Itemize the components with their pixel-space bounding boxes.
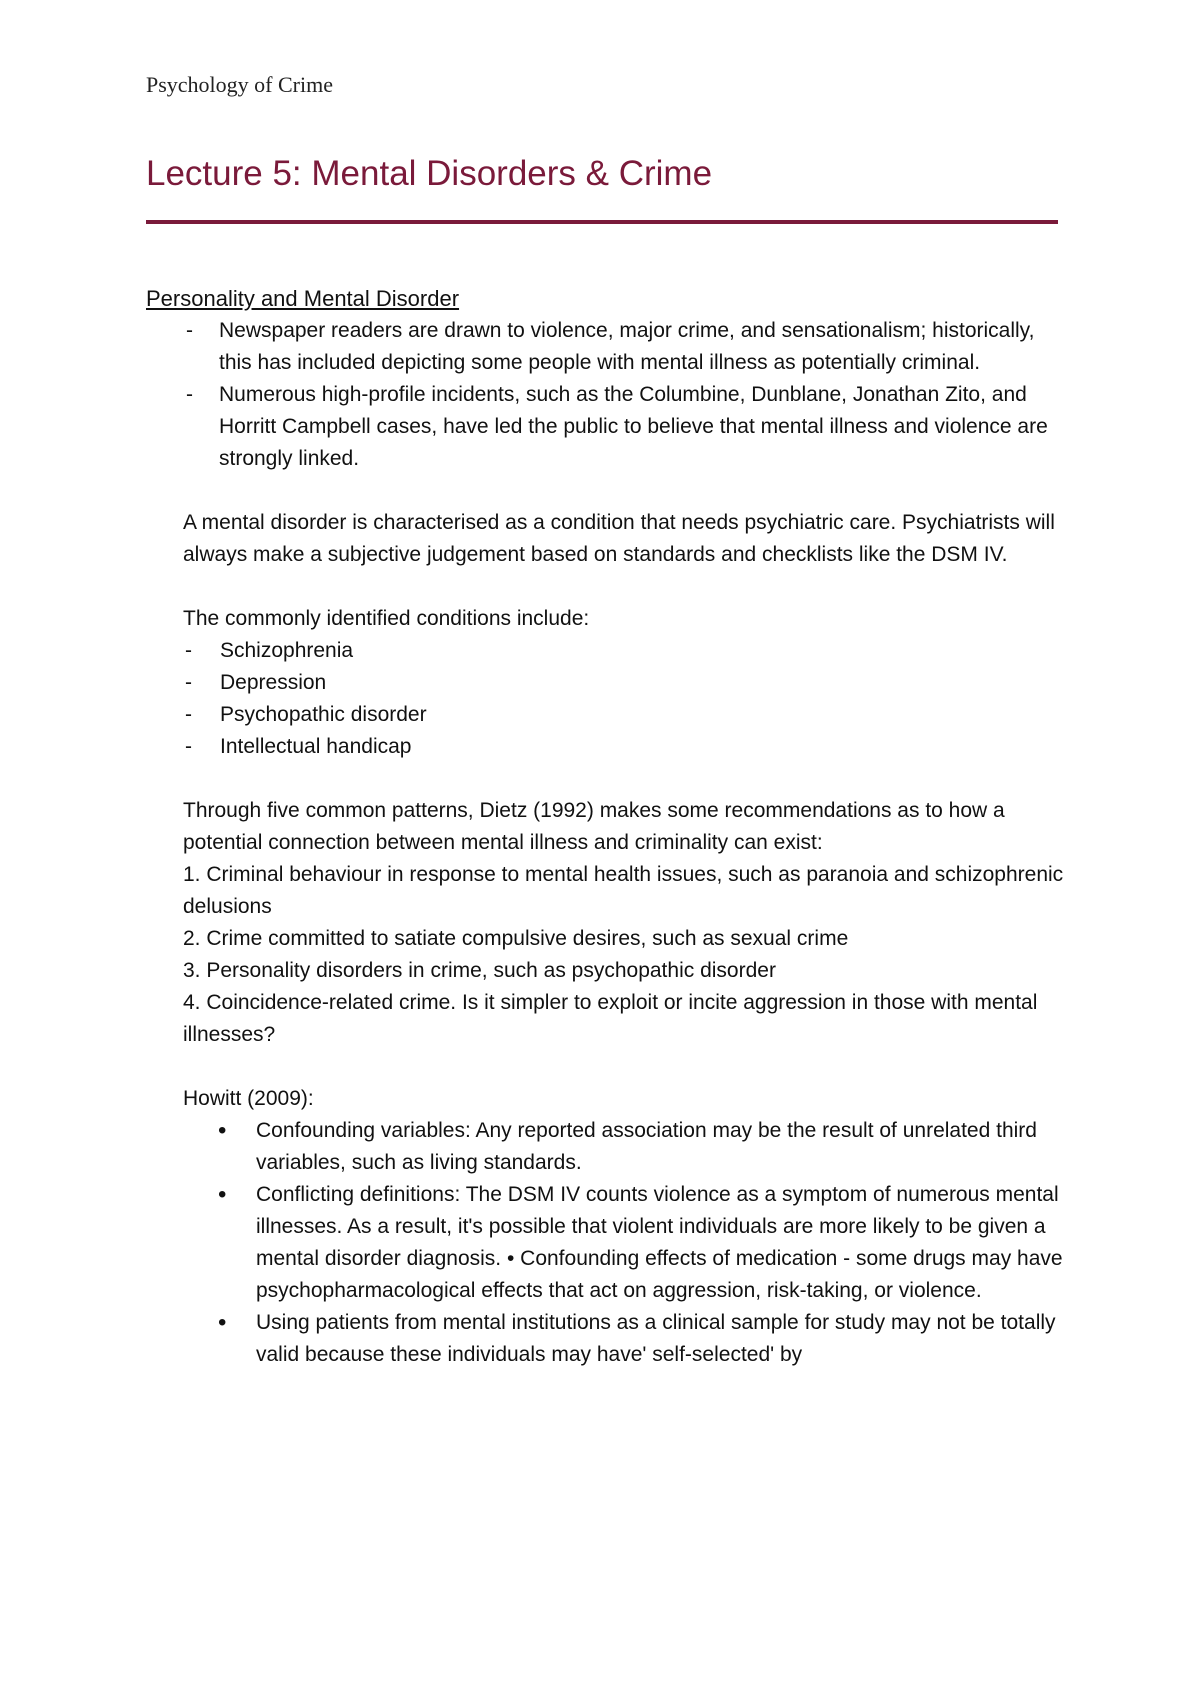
dietz-item: 4. Coincidence-related crime. Is it simpler to exploit or incite aggression in those with mental illnesses? <box>183 991 1038 1046</box>
conditions-block <box>146 603 1066 763</box>
conditions-list <box>183 635 1066 763</box>
howitt-heading: Howitt (2009): <box>183 1087 314 1110</box>
section-heading: Personality and Mental Disorder <box>146 286 460 311</box>
bullet-item: • Confounding variables: Any reported association may be the result of unrelated third variables, such as living standards. <box>146 1115 1066 1179</box>
page-title: Lecture 5: Mental Disorders & Crime <box>146 154 713 193</box>
dietz-intro: Through five common patterns, Dietz (1992) makes some recommendations as to how a potential connection between mental illness and criminality can exist: <box>183 799 1005 854</box>
definition-paragraph: A mental disorder is characterised as a condition that needs psychiatric care. Psychiatrists will always make a subjective judgement based on standards and checklists like the DSM IV. <box>183 511 1055 566</box>
running-header: Psychology of Crime <box>146 72 333 97</box>
title-divider <box>146 220 1058 224</box>
bullet-item: • Conflicting definitions: The DSM IV counts violence as a symptom of numerous mental illnesses. As a result, it's possible that violent individuals are more likely to be given a mental disorder diagnosis. • Confounding effects of medication - some drugs may have psychopharmacological effects that act on aggression, risk-taking, or violence. <box>146 1179 1066 1307</box>
dietz-item: 3. Personality disorders in crime, such as psychopathic disorder <box>183 959 776 982</box>
list-item: - Intellectual handicap <box>183 731 1066 763</box>
spacer <box>146 475 1066 507</box>
list-item: - Psychopathic disorder <box>183 699 1066 731</box>
document-body <box>146 283 1066 1371</box>
section-dash-list <box>146 315 1066 475</box>
list-item: - Depression <box>183 667 1066 699</box>
spacer <box>146 763 1066 795</box>
list-item: - Newspaper readers are drawn to violence, major crime, and sensationalism; historically, this has included depicting some people with mental illness as potentially criminal. <box>146 315 1066 379</box>
spacer <box>146 571 1066 603</box>
bullet-item: • Using patients from mental institutions as a clinical sample for study may not be totally valid because these individuals may have' self-selected' by <box>146 1307 1066 1371</box>
conditions-intro: The commonly identified conditions include: <box>183 607 590 630</box>
howitt-bullet-list <box>146 1115 1066 1371</box>
spacer <box>146 1051 1066 1083</box>
list-item: - Numerous high-profile incidents, such as the Columbine, Dunblane, Jonathan Zito, and Horritt Campbell cases, have led the public to believe that mental illness and violence are strongly linked. <box>146 379 1066 475</box>
dietz-item: 1. Criminal behaviour in response to mental health issues, such as paranoia and schizophrenic delusions <box>183 863 1064 918</box>
dietz-item: 2. Crime committed to satiate compulsive desires, such as sexual crime <box>183 927 849 950</box>
dietz-block <box>146 795 1066 1051</box>
list-item: - Schizophrenia <box>183 635 1066 667</box>
